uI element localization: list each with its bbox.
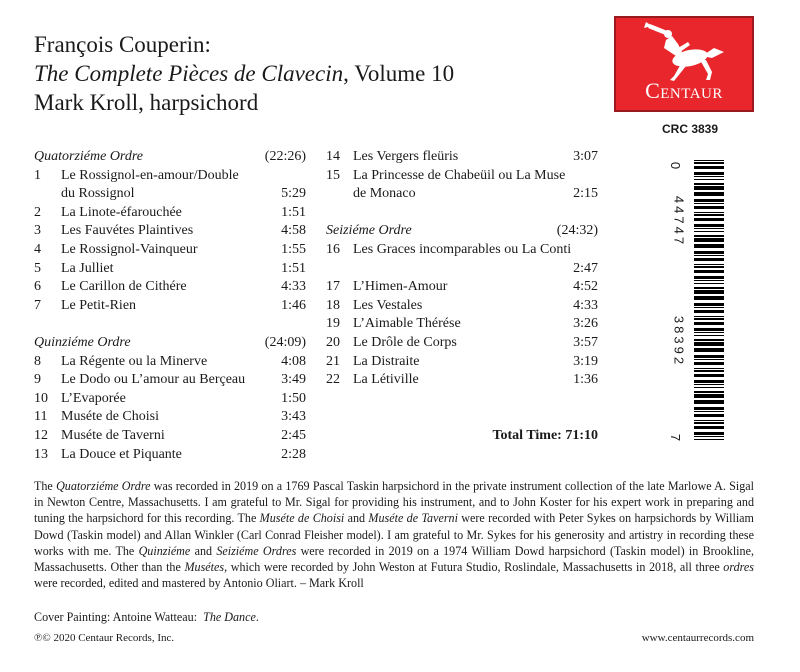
track-row — [326, 334, 598, 353]
track-title: Les Graces incomparables ou La Conti — [353, 241, 572, 257]
notes-segment: , which were recorded by John Weston at Futura Studio, Roslindale, Massachusetts in 2018, all three — [224, 560, 724, 575]
barcode-bar — [694, 348, 724, 352]
barcode-bar — [694, 414, 724, 417]
barcode-bar — [694, 328, 724, 331]
track-title: La Létiville — [353, 372, 419, 388]
barcode-bar — [694, 374, 724, 377]
barcode-bar — [694, 370, 724, 372]
barcode-bar — [694, 251, 724, 254]
notes-segment: and — [190, 543, 217, 558]
barcode-group-2: 38392 — [671, 315, 687, 368]
barcode-bar — [694, 176, 724, 177]
track-duration: 2:15 — [573, 186, 598, 202]
barcode-bar — [694, 394, 724, 398]
section-title: Quinziéme Ordre — [34, 334, 131, 350]
track-title: Le Rossignol-Vainqueur — [61, 241, 198, 257]
barcode-bar — [694, 290, 724, 294]
barcode-bar — [694, 368, 724, 369]
barcode-bar — [694, 231, 724, 232]
spacer — [34, 315, 306, 334]
barcode-digits — [670, 158, 690, 448]
barcode-bar — [694, 411, 724, 412]
notes-italic-segment: Quinziéme — [138, 543, 191, 558]
logo-wordmark: Centaur — [645, 78, 723, 103]
section-heading — [326, 222, 598, 241]
barcode-bar — [694, 322, 724, 325]
barcode-bar — [694, 422, 724, 424]
track-duration: 4:58 — [281, 223, 306, 239]
copyright: ℗© 2020 Centaur Records, Inc. — [34, 632, 175, 644]
track-number: 6 — [34, 279, 41, 295]
track-title: La Distraite — [353, 353, 420, 369]
section-duration: (24:32) — [556, 223, 598, 239]
section-heading — [34, 148, 306, 167]
track-duration: 4:33 — [573, 297, 598, 313]
album-title — [34, 59, 454, 88]
notes-italic-segment: Muséte de Taverni — [368, 511, 458, 526]
barcode — [694, 160, 724, 440]
track-row — [326, 353, 598, 372]
performer: Mark Kroll, harpsichord — [34, 90, 259, 115]
track-row — [34, 241, 306, 260]
track-row — [34, 353, 306, 372]
track-number: 18 — [326, 297, 340, 313]
track-row — [326, 148, 598, 167]
notes-segment: were recorded with Peter Sykes on harpsichords by William Dowd (Taskin model) and Allan Winkler (Carl Conrad Fleisher model). I am grateful to Mr. Sykes for his generosity and artistry in recording these works with me. The — [34, 511, 754, 558]
track-title: Les Vestales — [353, 297, 423, 313]
track-row — [34, 167, 306, 186]
barcode-bar — [694, 172, 724, 175]
track-number: 17 — [326, 279, 340, 295]
track-duration: 3:57 — [573, 334, 598, 350]
barcode-digit-first: 0 — [668, 161, 684, 170]
barcode-bar — [694, 235, 724, 237]
total-time: Total Time: 71:10 — [492, 428, 598, 443]
track-row — [34, 222, 306, 241]
track-number: 1 — [34, 167, 41, 183]
barcode-bar — [694, 258, 724, 261]
notes-segment: were recorded, edited and mastered by Antonio Oliart. – Mark Kroll — [34, 576, 364, 591]
track-number: 2 — [34, 204, 41, 220]
notes-italic-segment: Muséte de Choisi — [259, 511, 345, 526]
barcode-bar — [694, 335, 724, 336]
track-duration: 3:43 — [281, 409, 306, 425]
track-title: du Rossignol — [61, 186, 135, 202]
barcode-bar — [694, 228, 724, 229]
track-duration: 4:52 — [573, 279, 598, 295]
track-title: Les Fauvétes Plaintives — [61, 223, 194, 239]
track-row — [326, 278, 598, 297]
track-title: La Linote-éfarouchée — [61, 204, 182, 220]
track-row — [326, 371, 598, 390]
section-title: Seiziéme Ordre — [326, 223, 412, 239]
section-duration: (24:09) — [264, 334, 306, 350]
barcode-bar — [694, 162, 724, 164]
notes-segment: The — [34, 479, 57, 493]
barcode-bar — [694, 436, 724, 437]
barcode-bar — [694, 339, 724, 341]
track-number: 22 — [326, 372, 340, 388]
track-duration: 1:46 — [281, 297, 306, 313]
track-title: L’Evaporée — [61, 390, 126, 406]
track-row — [326, 185, 598, 204]
barcode-bar — [694, 214, 724, 216]
track-duration: 4:08 — [281, 353, 306, 369]
barcode-bar — [694, 426, 724, 429]
website-link[interactable]: www.centaurrecords.com — [641, 632, 754, 644]
track-row — [326, 167, 598, 186]
track-row — [34, 260, 306, 279]
spacer — [326, 204, 598, 223]
track-row — [326, 241, 598, 260]
barcode-bar — [694, 280, 724, 281]
barcode-bar — [694, 303, 724, 306]
track-row — [34, 185, 306, 204]
track-title: Muséte de Choisi — [61, 409, 159, 425]
barcode-bar — [694, 179, 724, 180]
barcode-bar — [694, 362, 724, 365]
barcode-bar — [694, 407, 724, 410]
barcode-bar — [694, 296, 724, 300]
track-number: 16 — [326, 241, 340, 257]
barcode-bar — [694, 287, 724, 289]
cover-credit-work: The Dance — [203, 610, 256, 624]
track-title: La Douce et Piquante — [61, 446, 182, 462]
track-duration: 3:49 — [281, 372, 306, 388]
section-duration: (22:26) — [264, 149, 306, 164]
barcode-bar — [694, 355, 724, 358]
cover-credit-label: Cover Painting: Antoine Watteau: — [34, 610, 198, 624]
barcode-bar — [694, 387, 724, 388]
track-number: 4 — [34, 241, 41, 257]
track-title: L’Aimable Thérése — [353, 316, 461, 332]
notes-segment: were recorded in 2019 on a 1974 William Dowd harpsichord (Taskin model) in Brookline, Massachusetts. Other than the — [34, 543, 754, 575]
track-row — [34, 371, 306, 390]
track-number: 10 — [34, 390, 48, 406]
track-duration: 5:29 — [281, 186, 306, 202]
barcode-bar — [694, 192, 724, 196]
track-title: Les Vergers fleüris — [353, 149, 459, 164]
track-row — [34, 408, 306, 427]
track-row — [34, 278, 306, 297]
barcode-group-1: 44747 — [671, 195, 687, 248]
barcode-bar — [694, 384, 724, 385]
barcode-bar — [694, 238, 724, 242]
barcode-bar — [694, 218, 724, 221]
barcode-bar — [694, 283, 724, 284]
notes-italic-segment: ordres — [723, 560, 754, 575]
barcode-bar — [694, 439, 724, 440]
barcode-digit-last: 7 — [668, 433, 684, 442]
track-duration: 4:33 — [281, 279, 306, 295]
track-number: 21 — [326, 353, 340, 369]
barcode-bar — [694, 264, 724, 265]
notes-italic-segment: Quatorziéme Ordre — [56, 479, 151, 493]
barcode-bar — [694, 391, 724, 393]
track-row — [326, 260, 598, 279]
track-duration: 1:36 — [573, 372, 598, 388]
barcode-bar — [694, 316, 724, 317]
barcode-bar — [694, 380, 724, 383]
tracklist-right — [326, 148, 598, 390]
track-duration: 2:45 — [281, 427, 306, 443]
track-row — [34, 427, 306, 446]
notes-segment: was recorded in 2019 on a 1769 Pascal Taskin harpsichord in the private instrument collection of the late Marlowe A. Sigal in Newton Centre, Massachusetts. I am grateful to Mr. Sigal for providing his instrument, and to John Koster for his expert work in preparing and tuning the harpsichord for this recording. The — [34, 479, 755, 526]
album-title-italic: The Complete Pièces de Clavecin — [34, 61, 344, 86]
cover-credit — [34, 610, 259, 625]
track-row — [34, 297, 306, 316]
track-duration: 2:28 — [281, 446, 306, 462]
barcode-bar — [694, 183, 724, 185]
barcode-bar — [694, 318, 724, 320]
track-number: 15 — [326, 167, 340, 183]
track-number: 19 — [326, 316, 340, 332]
composer: François Couperin: — [34, 32, 211, 57]
track-title: Le Petit-Rien — [61, 297, 137, 313]
track-duration: 3:07 — [573, 149, 598, 164]
track-title: Le Carillon de Cithére — [61, 279, 187, 295]
barcode-bar — [694, 332, 724, 333]
track-title: L’Himen-Amour — [353, 279, 448, 295]
barcode-bar — [694, 310, 724, 313]
barcode-bar — [694, 206, 724, 209]
track-number: 3 — [34, 223, 41, 239]
track-row — [326, 297, 598, 316]
track-number: 13 — [34, 446, 48, 462]
track-title: La Régente ou la Minerve — [61, 353, 208, 369]
track-number: 14 — [326, 149, 340, 164]
track-title: Le Dodo ou L’amour au Berçeau — [61, 372, 246, 388]
barcode-bar — [694, 276, 724, 279]
cover-credit-end: . — [255, 610, 259, 624]
track-row — [34, 390, 306, 409]
track-number: 8 — [34, 353, 41, 369]
barcode-bar — [694, 244, 724, 248]
track-title: de Monaco — [353, 186, 416, 202]
track-duration: 1:55 — [281, 241, 306, 257]
barcode-bar — [694, 186, 724, 190]
centaur-logo — [614, 16, 754, 112]
track-row — [34, 446, 306, 465]
notes-italic-segment: Seiziéme Ordres — [216, 543, 297, 558]
barcode-bar — [694, 255, 724, 256]
track-number: 20 — [326, 334, 340, 350]
track-duration: 2:47 — [573, 260, 598, 276]
track-number: 11 — [34, 409, 48, 425]
track-title: La Princesse de Chabeüil ou La Muse — [353, 167, 566, 183]
barcode-bar — [694, 270, 724, 273]
barcode-bar — [694, 224, 724, 227]
track-title: Le Rossignol-en-amour/Double — [61, 167, 239, 183]
track-duration: 1:51 — [281, 204, 306, 220]
notes-segment: and — [344, 511, 369, 526]
barcode-bar — [694, 160, 724, 161]
barcode-bar — [694, 342, 724, 346]
barcode-bar — [694, 203, 724, 204]
track-duration: 1:51 — [281, 260, 306, 276]
notes-italic-segment: Musétes — [184, 560, 225, 575]
track-duration: 3:26 — [573, 316, 598, 332]
track-number: 9 — [34, 372, 41, 388]
track-title: Le Drôle de Corps — [353, 334, 457, 350]
barcode-bar — [694, 307, 724, 308]
liner-notes — [34, 478, 754, 591]
track-number: 12 — [34, 427, 48, 443]
barcode-bar — [694, 400, 724, 404]
track-row — [326, 315, 598, 334]
catalog-number: CRC 3839 — [662, 122, 719, 136]
track-number: 7 — [34, 297, 41, 313]
track-duration: 1:50 — [281, 390, 306, 406]
section-title: Quatorziéme Ordre — [34, 149, 144, 164]
track-row — [34, 204, 306, 223]
tracklist-left — [34, 148, 306, 464]
barcode-bar — [694, 420, 724, 421]
barcode-bar — [694, 212, 724, 213]
barcode-bar — [694, 359, 724, 360]
album-title-suffix: , Volume 10 — [343, 61, 455, 86]
barcode-bar — [694, 432, 724, 435]
track-title: Muséte de Taverni — [61, 427, 165, 443]
track-number: 5 — [34, 260, 41, 276]
track-title: La Julliet — [61, 260, 114, 276]
barcode-bar — [694, 266, 724, 268]
barcode-bar — [694, 166, 724, 169]
section-heading — [34, 334, 306, 353]
track-duration: 3:19 — [573, 353, 598, 369]
barcode-bar — [694, 199, 724, 202]
